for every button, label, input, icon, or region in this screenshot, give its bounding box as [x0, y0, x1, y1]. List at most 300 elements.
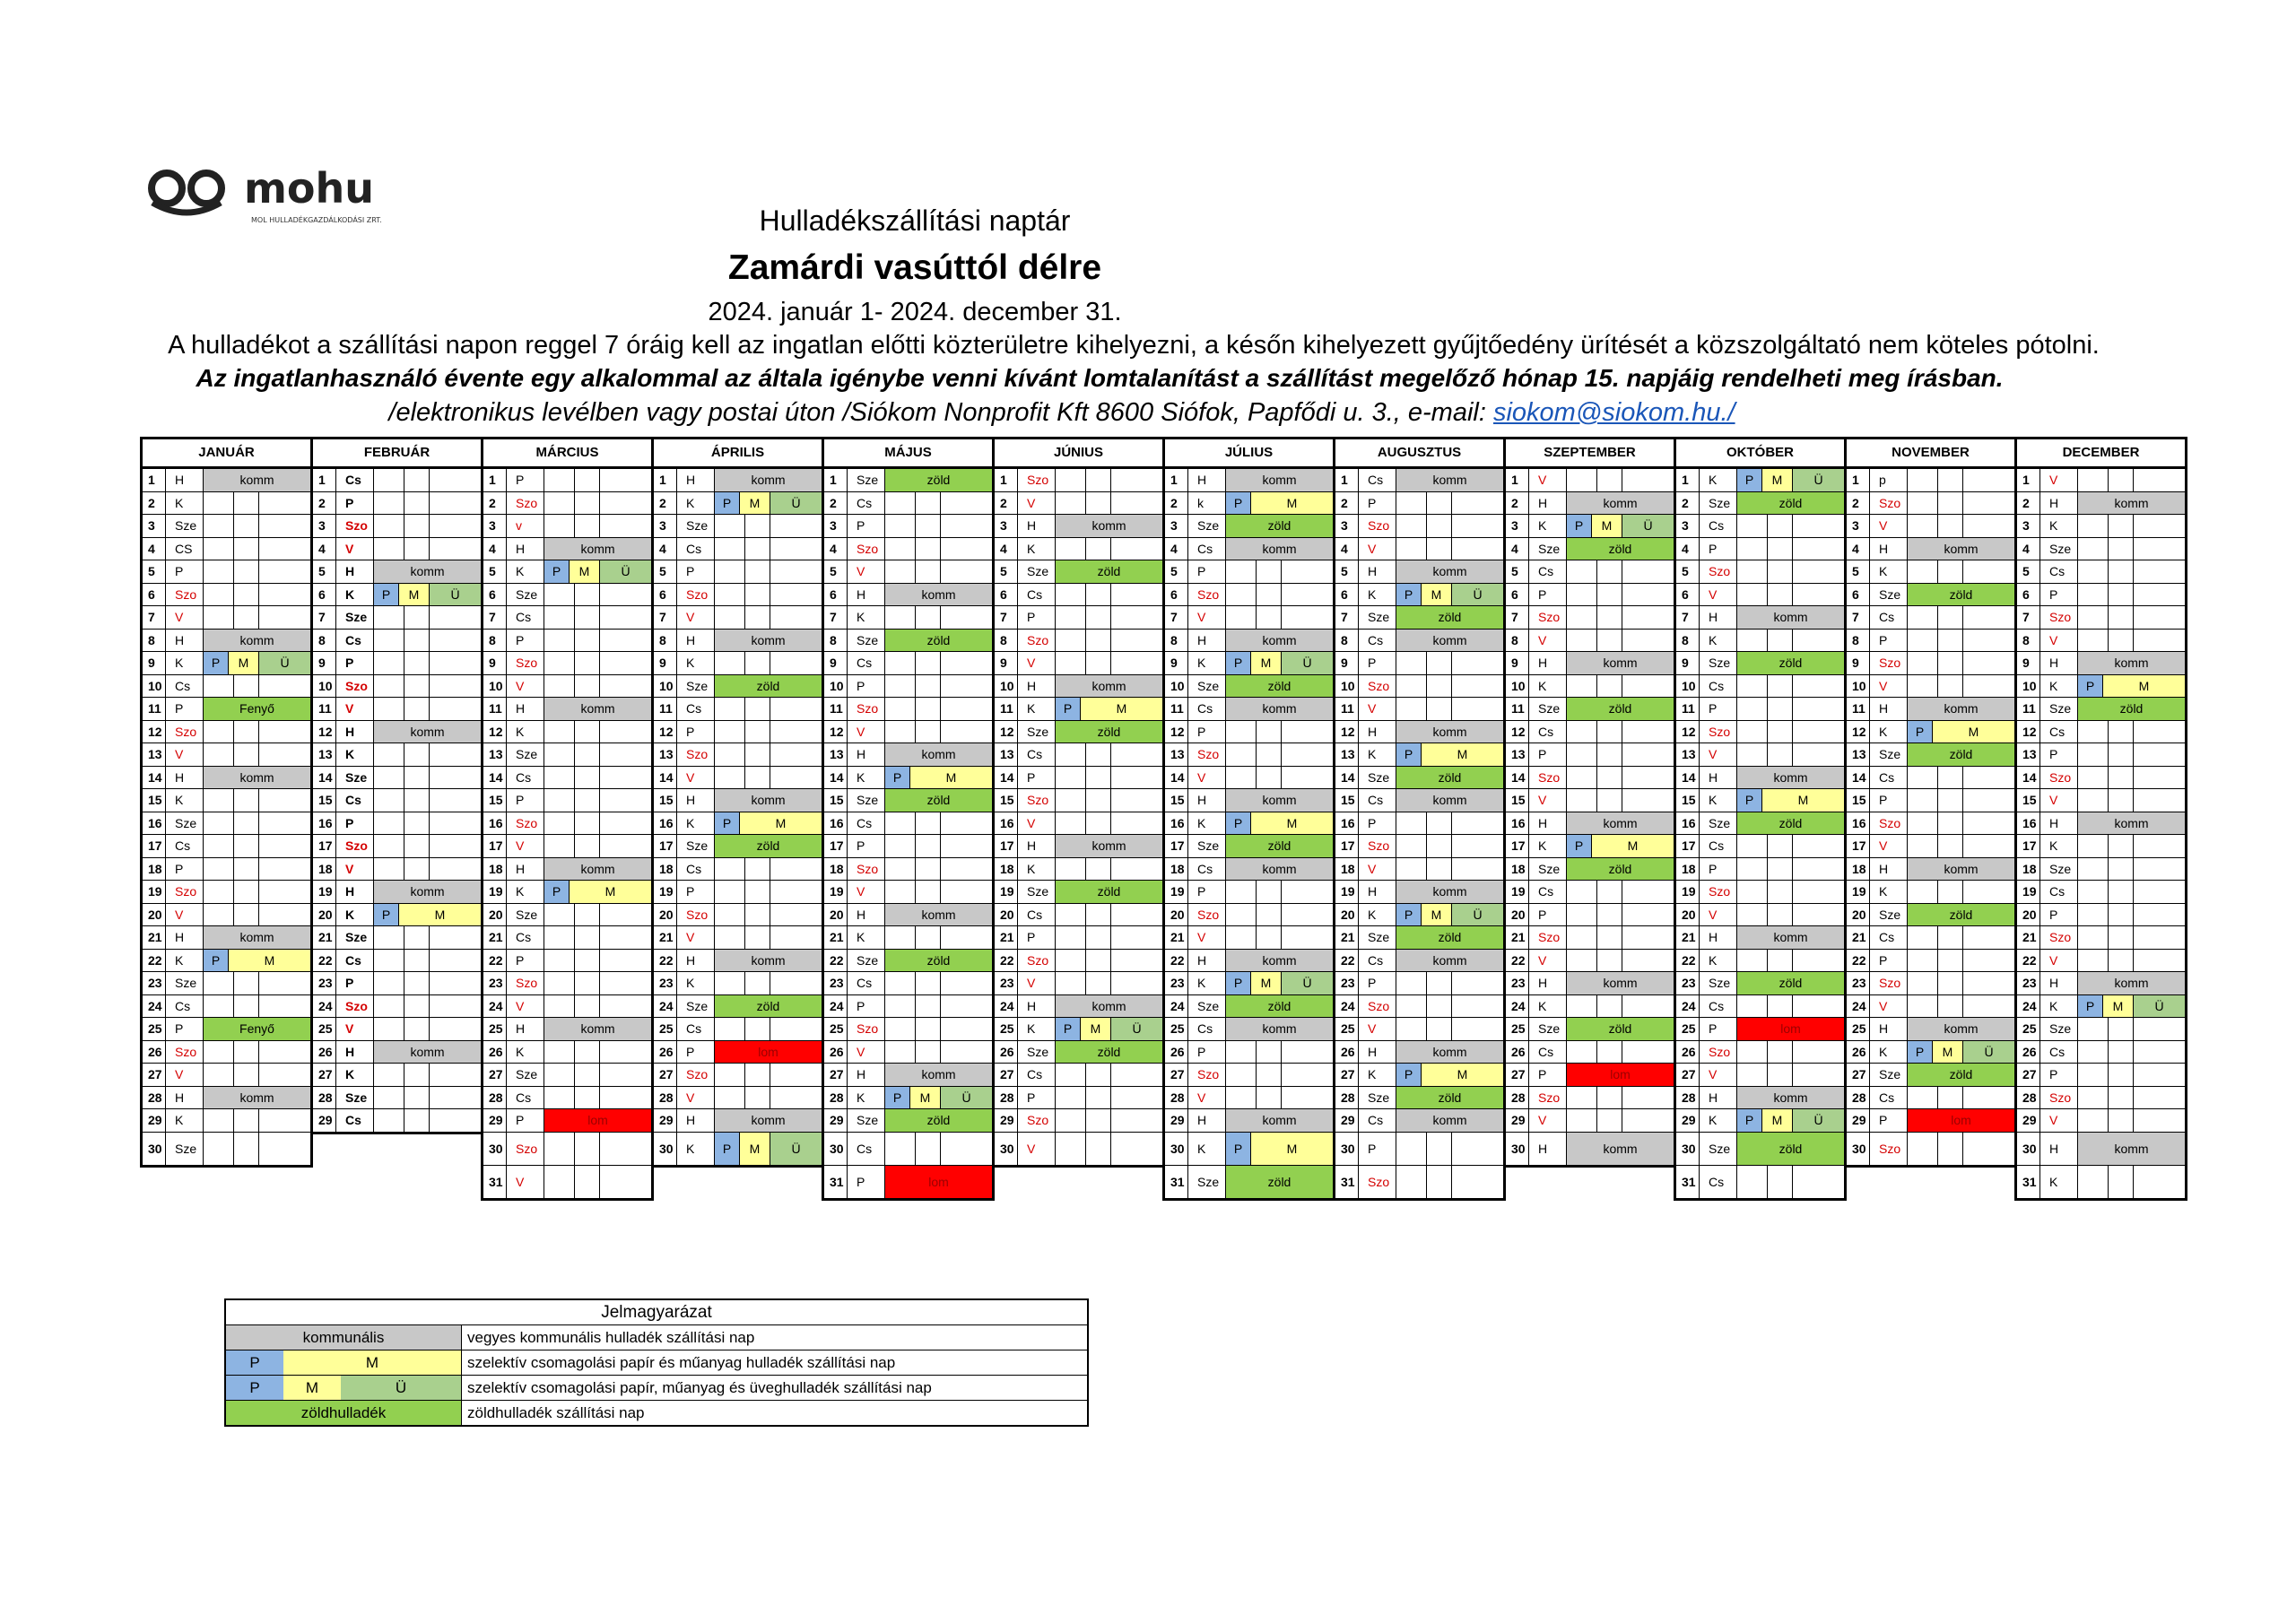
day-number: 12 — [1506, 721, 1529, 743]
communal-pickup: komm — [715, 950, 822, 972]
empty-cell — [259, 675, 310, 698]
day-row — [1335, 767, 1503, 790]
day-row — [1335, 1166, 1503, 1198]
weekday: Sze — [677, 675, 715, 698]
day-row — [1847, 721, 2014, 744]
empty-cell — [1793, 1041, 1844, 1064]
day-row — [1847, 972, 2014, 995]
empty-cell — [1963, 950, 2014, 972]
month-április — [651, 437, 824, 1168]
empty-cell — [374, 995, 404, 1018]
empty-cell — [2134, 789, 2185, 812]
day-number: 17 — [1165, 835, 1188, 857]
empty-cell — [204, 584, 234, 606]
weekday: Szo — [2040, 767, 2078, 789]
empty-cell — [1111, 652, 1162, 674]
day-row — [1335, 858, 1503, 881]
empty-cell — [2078, 1087, 2109, 1109]
day-row — [1506, 950, 1674, 973]
weekday: Cs — [2040, 881, 2078, 903]
day-row — [1165, 652, 1333, 675]
day-number: 26 — [2017, 1041, 2040, 1064]
empty-cell — [885, 835, 916, 857]
day-number: 9 — [1506, 652, 1529, 674]
empty-cell — [745, 721, 770, 743]
day-row — [1165, 538, 1333, 561]
day-row — [1165, 881, 1333, 904]
weekday: Cs — [1529, 1041, 1567, 1064]
green-waste-pickup: zöld — [1226, 835, 1333, 857]
weekday: Sze — [336, 1087, 374, 1109]
day-row — [654, 1133, 822, 1165]
day-row — [2017, 721, 2185, 744]
weekday: H — [848, 584, 885, 606]
day-number: 8 — [824, 630, 848, 652]
weekday: K — [166, 950, 204, 972]
empty-cell — [1086, 606, 1111, 629]
day-number: 9 — [654, 652, 677, 674]
empty-cell — [1567, 560, 1597, 583]
weekday: V — [507, 835, 544, 857]
weekday: K — [2040, 515, 2078, 537]
day-number: 23 — [2017, 972, 2040, 994]
day-row — [1847, 560, 2014, 584]
day-number: 8 — [1506, 630, 1529, 652]
day-row — [2017, 1041, 2185, 1064]
weekday: Sze — [2040, 538, 2078, 560]
day-row — [995, 1064, 1162, 1087]
empty-cell — [941, 835, 992, 857]
weekday: Cs — [1700, 675, 1737, 698]
empty-cell — [1737, 584, 1768, 606]
day-number: 11 — [1165, 698, 1188, 720]
weekday: K — [2040, 835, 2078, 857]
day-row — [483, 492, 651, 516]
weekday: V — [1870, 995, 1908, 1018]
day-number: 10 — [1847, 675, 1870, 698]
empty-cell — [2109, 835, 2134, 857]
day-row — [313, 995, 481, 1019]
empty-cell — [259, 995, 310, 1018]
empty-cell — [1793, 995, 1844, 1018]
day-number: 22 — [1165, 950, 1188, 972]
empty-cell — [2078, 1041, 2109, 1064]
empty-cell — [1908, 652, 1938, 674]
day-number: 18 — [483, 858, 507, 881]
weekday: K — [1870, 1041, 1908, 1064]
empty-cell — [1622, 584, 1674, 606]
day-row — [824, 858, 992, 881]
weekday: Szo — [677, 584, 715, 606]
empty-cell — [1597, 560, 1622, 583]
empty-cell — [1908, 789, 1938, 812]
day-row — [1847, 1018, 2014, 1041]
empty-cell — [2078, 630, 2109, 652]
day-number: 11 — [1335, 698, 1359, 720]
day-row — [824, 904, 992, 927]
weekday: Szo — [1188, 904, 1226, 926]
day-row — [1335, 1087, 1503, 1110]
empty-cell — [430, 858, 481, 881]
glass-pickup: Ü — [1282, 972, 1333, 994]
empty-cell — [2078, 743, 2109, 766]
empty-cell — [1086, 630, 1111, 652]
weekday: P — [1188, 721, 1226, 743]
empty-cell — [1938, 972, 1963, 994]
communal-pickup: komm — [1908, 858, 2014, 881]
day-row — [483, 789, 651, 812]
weekday: K — [166, 789, 204, 812]
day-row — [143, 904, 310, 927]
day-row — [995, 1109, 1162, 1133]
day-row — [995, 538, 1162, 561]
day-row — [313, 1041, 481, 1064]
day-row — [1165, 584, 1333, 607]
plastic-pickup: M — [399, 904, 481, 926]
empty-cell — [544, 1064, 575, 1086]
plastic-pickup: M — [1762, 469, 1793, 491]
day-row — [995, 1041, 1162, 1064]
day-row — [824, 1133, 992, 1166]
day-row — [824, 1041, 992, 1064]
empty-cell — [2109, 538, 2134, 560]
month-december — [2014, 437, 2187, 1201]
day-number: 15 — [1506, 789, 1529, 812]
empty-cell — [1226, 721, 1257, 743]
empty-cell — [1908, 675, 1938, 698]
day-number: 15 — [1335, 789, 1359, 812]
day-number: 21 — [654, 926, 677, 949]
empty-cell — [1282, 560, 1333, 583]
communal-pickup: komm — [1226, 538, 1333, 560]
green-waste-pickup: zöld — [885, 630, 992, 652]
weekday: K — [677, 492, 715, 515]
day-row — [1506, 743, 1674, 767]
weekday: K — [1018, 1018, 1056, 1040]
communal-pickup: komm — [1226, 630, 1333, 652]
plastic-pickup: M — [1422, 743, 1503, 766]
weekday: Szo — [1700, 560, 1737, 583]
empty-cell — [2134, 515, 2185, 537]
empty-cell — [885, 926, 916, 949]
day-row — [1506, 606, 1674, 630]
weekday: Cs — [1188, 698, 1226, 720]
communal-pickup: komm — [1737, 1087, 1844, 1109]
day-row — [995, 560, 1162, 584]
day-number: 29 — [995, 1109, 1018, 1132]
empty-cell — [600, 789, 651, 812]
day-number: 30 — [995, 1133, 1018, 1165]
day-number: 15 — [483, 789, 507, 812]
day-row — [1847, 652, 2014, 675]
day-row — [313, 630, 481, 653]
weekday: V — [1529, 1109, 1567, 1132]
day-number: 29 — [1165, 1109, 1188, 1132]
empty-cell — [374, 538, 404, 560]
empty-cell — [1396, 972, 1427, 994]
day-row — [654, 767, 822, 790]
glass-pickup: Ü — [1793, 469, 1844, 491]
empty-cell — [1768, 560, 1793, 583]
empty-cell — [374, 812, 404, 835]
month-name: MÁJUS — [824, 439, 992, 469]
day-row — [824, 652, 992, 675]
empty-cell — [1963, 1087, 2014, 1109]
empty-cell — [941, 560, 992, 583]
empty-cell — [204, 1133, 234, 1165]
day-row — [995, 469, 1162, 492]
day-number: 2 — [313, 492, 336, 515]
day-number: 21 — [824, 926, 848, 949]
month-augusztus — [1333, 437, 1506, 1201]
weekday: Szo — [336, 515, 374, 537]
communal-pickup: komm — [715, 789, 822, 812]
day-row — [1506, 881, 1674, 904]
day-number: 28 — [824, 1087, 848, 1109]
weekday: V — [1018, 492, 1056, 515]
day-number: 6 — [1165, 584, 1188, 606]
day-row — [143, 1087, 310, 1110]
weekday: Szo — [507, 652, 544, 674]
communal-pickup: komm — [1226, 469, 1333, 491]
day-number: 15 — [143, 789, 166, 812]
glass-pickup: Ü — [1622, 515, 1674, 537]
empty-cell — [1111, 1087, 1162, 1109]
day-row — [1335, 1109, 1503, 1133]
empty-cell — [1908, 926, 1938, 949]
month-name: JANUÁR — [143, 439, 310, 469]
day-number: 24 — [483, 995, 507, 1018]
day-number: 7 — [313, 606, 336, 629]
empty-cell — [600, 950, 651, 972]
empty-cell — [374, 1064, 404, 1086]
weekday: Sze — [1359, 926, 1396, 949]
day-row — [824, 606, 992, 630]
day-row — [1335, 1133, 1503, 1166]
day-number: 6 — [313, 584, 336, 606]
bulk-waste-pickup: lom — [1908, 1109, 2014, 1132]
weekday: Cs — [336, 950, 374, 972]
weekday: P — [1018, 767, 1056, 789]
empty-cell — [600, 812, 651, 835]
weekday: K — [1188, 812, 1226, 835]
empty-cell — [941, 675, 992, 698]
empty-cell — [745, 926, 770, 949]
day-row — [2017, 789, 2185, 812]
day-row — [824, 972, 992, 995]
empty-cell — [575, 630, 600, 652]
empty-cell — [1938, 767, 1963, 789]
communal-pickup: komm — [1056, 835, 1162, 857]
day-row — [824, 584, 992, 607]
day-number: 5 — [1847, 560, 1870, 583]
empty-cell — [544, 812, 575, 835]
day-number: 13 — [1676, 743, 1700, 766]
day-row — [1165, 995, 1333, 1019]
empty-cell — [1793, 630, 1844, 652]
day-number: 28 — [483, 1087, 507, 1109]
empty-cell — [575, 995, 600, 1018]
weekday: Cs — [677, 538, 715, 560]
day-row — [654, 743, 822, 767]
empty-cell — [1086, 812, 1111, 835]
day-number: 27 — [654, 1064, 677, 1086]
communal-pickup: komm — [204, 767, 310, 789]
day-row — [995, 835, 1162, 858]
empty-cell — [1622, 904, 1674, 926]
empty-cell — [1567, 995, 1597, 1018]
weekday: V — [507, 1166, 544, 1198]
day-number: 30 — [1335, 1133, 1359, 1165]
green-waste-pickup: zöld — [885, 1109, 992, 1132]
weekday: Sze — [848, 950, 885, 972]
day-number: 29 — [483, 1109, 507, 1132]
empty-cell — [941, 1018, 992, 1040]
weekday: K — [1018, 698, 1056, 720]
day-number: 24 — [2017, 995, 2040, 1018]
paper-pickup: P — [1737, 789, 1762, 812]
day-number: 17 — [995, 835, 1018, 857]
day-row — [2017, 1109, 2185, 1133]
day-row — [2017, 835, 2185, 858]
day-row — [483, 881, 651, 904]
empty-cell — [404, 1109, 430, 1132]
day-number: 10 — [1335, 675, 1359, 698]
day-number: 25 — [2017, 1018, 2040, 1040]
day-row — [483, 1109, 651, 1133]
empty-cell — [1597, 995, 1622, 1018]
empty-cell — [715, 560, 745, 583]
day-row — [483, 950, 651, 973]
empty-cell — [1396, 652, 1427, 674]
empty-cell — [770, 972, 822, 994]
weekday: V — [336, 698, 374, 720]
day-row — [313, 698, 481, 721]
empty-cell — [234, 812, 259, 835]
empty-cell — [1282, 881, 1333, 903]
weekday: H — [1018, 835, 1056, 857]
day-row — [824, 1018, 992, 1041]
empty-cell — [234, 789, 259, 812]
weekday: Sze — [1870, 584, 1908, 606]
day-row — [1506, 835, 1674, 858]
empty-cell — [1111, 630, 1162, 652]
day-number: 5 — [2017, 560, 2040, 583]
weekday: Sze — [1018, 1041, 1056, 1064]
empty-cell — [885, 1018, 916, 1040]
empty-cell — [1768, 721, 1793, 743]
empty-cell — [2134, 1064, 2185, 1086]
weekday: P — [677, 1041, 715, 1064]
day-row — [1335, 538, 1503, 561]
day-number: 1 — [1847, 469, 1870, 491]
day-row — [313, 767, 481, 790]
day-number: 13 — [1335, 743, 1359, 766]
day-number: 20 — [654, 904, 677, 926]
empty-cell — [1396, 675, 1427, 698]
day-number: 1 — [995, 469, 1018, 491]
empty-cell — [1226, 881, 1257, 903]
empty-cell — [1938, 675, 1963, 698]
day-number: 23 — [143, 972, 166, 994]
empty-cell — [1938, 606, 1963, 629]
weekday: V — [2040, 789, 2078, 812]
day-number: 17 — [313, 835, 336, 857]
green-waste-pickup: zöld — [1908, 1064, 2014, 1086]
day-number: 7 — [1506, 606, 1529, 629]
paper-pickup: P — [204, 652, 229, 674]
day-number: 16 — [313, 812, 336, 835]
empty-cell — [2134, 1041, 2185, 1064]
weekday: Szo — [2040, 926, 2078, 949]
email-link[interactable]: siokom@siokom.hu./ — [1492, 398, 1735, 427]
day-row — [654, 560, 822, 584]
day-row — [824, 835, 992, 858]
weekday: V — [336, 1018, 374, 1040]
day-row — [1335, 950, 1503, 973]
empty-cell — [1963, 560, 2014, 583]
paper-pickup: P — [885, 1087, 910, 1109]
empty-cell — [234, 1041, 259, 1064]
calendar-subtitle: Zamárdi vasúttól délre — [727, 248, 1102, 287]
empty-cell — [430, 789, 481, 812]
day-row — [1847, 606, 2014, 630]
empty-cell — [404, 858, 430, 881]
day-row — [1165, 1064, 1333, 1087]
weekday: H — [336, 881, 374, 903]
day-row — [654, 606, 822, 630]
empty-cell — [2078, 1064, 2109, 1086]
empty-cell — [374, 630, 404, 652]
day-row — [483, 469, 651, 492]
weekday: Szo — [336, 675, 374, 698]
empty-cell — [1597, 1109, 1622, 1132]
empty-cell — [1086, 492, 1111, 515]
day-number: 18 — [1506, 858, 1529, 881]
day-row — [995, 995, 1162, 1019]
weekday: Sze — [1870, 743, 1908, 766]
weekday: Szo — [1700, 1041, 1737, 1064]
day-number: 14 — [824, 767, 848, 789]
empty-cell — [1737, 1166, 1768, 1198]
plastic-pickup: M — [1592, 835, 1674, 857]
weekday: K — [1700, 1109, 1737, 1132]
day-row — [1676, 1166, 1844, 1198]
weekday: Szo — [166, 1041, 204, 1064]
glass-pickup: Ü — [259, 652, 310, 674]
communal-pickup: komm — [1737, 926, 1844, 949]
weekday: P — [1188, 1041, 1226, 1064]
green-waste-pickup: zöld — [1567, 858, 1674, 881]
empty-cell — [374, 698, 404, 720]
day-row — [1335, 606, 1503, 630]
day-number: 29 — [313, 1109, 336, 1132]
empty-cell — [885, 675, 916, 698]
empty-cell — [715, 743, 745, 766]
day-row — [1847, 995, 2014, 1019]
empty-cell — [430, 950, 481, 972]
day-row — [1676, 492, 1844, 516]
weekday: Sze — [1018, 881, 1056, 903]
day-number: 14 — [1676, 767, 1700, 789]
weekday: V — [848, 881, 885, 903]
weekday: K — [677, 652, 715, 674]
weekday: Szo — [1018, 950, 1056, 972]
weekday: P — [1018, 606, 1056, 629]
empty-cell — [916, 652, 941, 674]
weekday: Szo — [166, 881, 204, 903]
day-number: 30 — [1506, 1133, 1529, 1165]
